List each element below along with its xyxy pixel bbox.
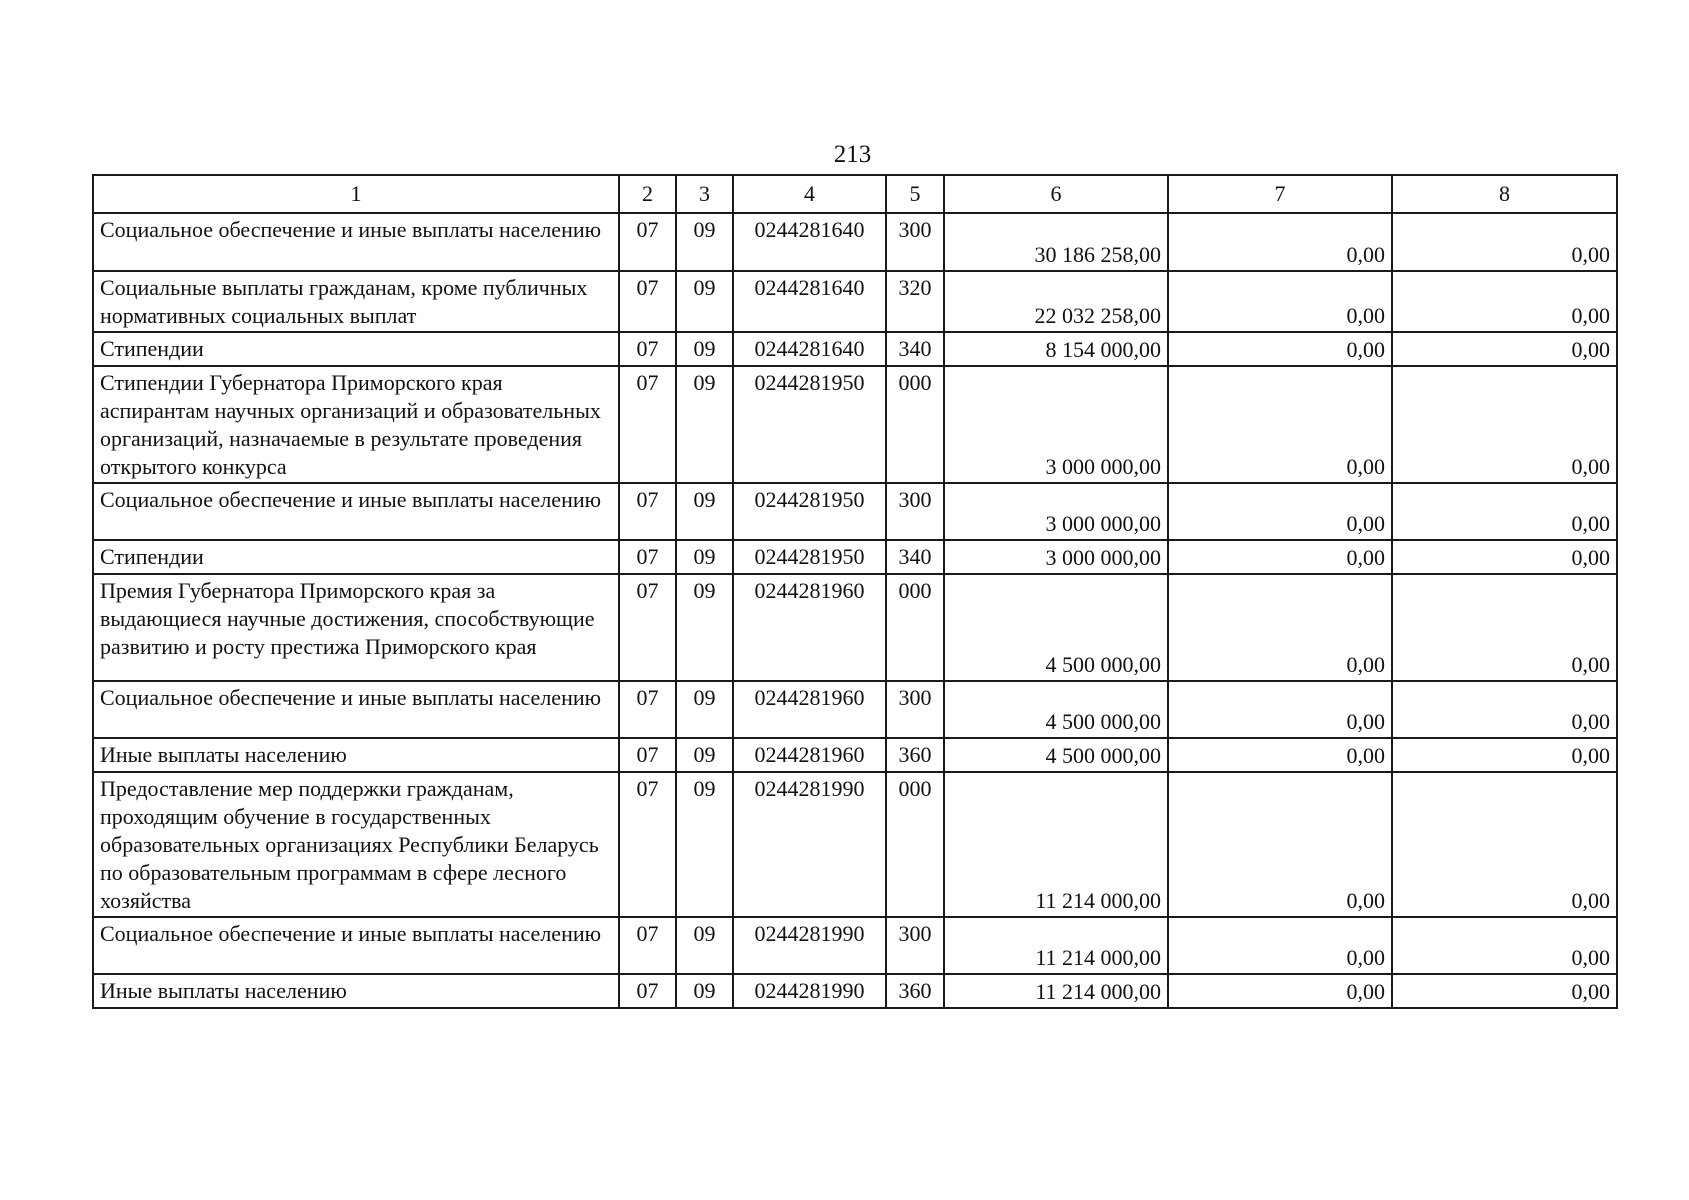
row-name-cell: Иные выплаты населению [93,974,619,1008]
row-amount-col8-cell: 0,00 [1392,738,1617,772]
row-amount-col7-cell: 0,00 [1168,332,1392,366]
column-header: 1 [93,175,619,213]
row-name-cell: Стипендии [93,332,619,366]
row-amount-col6-cell: 11 214 000,00 [944,772,1168,917]
column-header: 3 [676,175,733,213]
row-amount-col6-cell: 22 032 258,00 [944,271,1168,332]
row-expense-type-cell: 300 [886,483,944,540]
row-amount-col7-cell: 0,00 [1168,574,1392,681]
row-amount-col7-cell: 0,00 [1168,366,1392,483]
table-row [93,772,1617,917]
row-amount-col7-cell: 0,00 [1168,483,1392,540]
row-name-cell: Предоставление мер поддержки гражданам, проходящим обучение в государственных образовательных организациях Республики Беларусь по образовательным программам в сфере лесного хозяйства [93,772,619,917]
row-expense-type-cell: 340 [886,540,944,574]
row-section-cell: 07 [619,271,676,332]
row-subsection-cell: 09 [676,917,733,974]
row-target-article-cell: 0244281960 [733,574,886,681]
row-subsection-cell: 09 [676,271,733,332]
row-target-article-cell: 0244281960 [733,681,886,738]
row-amount-col8-cell: 0,00 [1392,681,1617,738]
row-amount-col7-cell: 0,00 [1168,213,1392,271]
table-row [93,917,1617,974]
row-amount-col6-cell: 3 000 000,00 [944,366,1168,483]
row-amount-col7-cell: 0,00 [1168,772,1392,917]
column-header: 6 [944,175,1168,213]
row-section-cell: 07 [619,574,676,681]
header-row [93,175,1617,213]
row-target-article-cell: 0244281990 [733,917,886,974]
row-section-cell: 07 [619,332,676,366]
row-subsection-cell: 09 [676,574,733,681]
row-amount-col8-cell: 0,00 [1392,366,1617,483]
row-amount-col7-cell: 0,00 [1168,738,1392,772]
row-section-cell: 07 [619,974,676,1008]
row-amount-col6-cell: 11 214 000,00 [944,974,1168,1008]
row-amount-col8-cell: 0,00 [1392,271,1617,332]
column-header: 5 [886,175,944,213]
row-amount-col6-cell: 3 000 000,00 [944,483,1168,540]
row-expense-type-cell: 360 [886,738,944,772]
row-subsection-cell: 09 [676,213,733,271]
row-expense-type-cell: 300 [886,213,944,271]
row-section-cell: 07 [619,772,676,917]
row-amount-col6-cell: 4 500 000,00 [944,738,1168,772]
row-expense-type-cell: 300 [886,681,944,738]
row-name-cell: Премия Губернатора Приморского края за выдающиеся научные достижения, способствующие развитию и росту престижа Приморского края [93,574,619,681]
row-name-cell: Социальные выплаты гражданам, кроме публичных нормативных социальных выплат [93,271,619,332]
row-subsection-cell: 09 [676,772,733,917]
row-target-article-cell: 0244281990 [733,772,886,917]
row-subsection-cell: 09 [676,483,733,540]
row-section-cell: 07 [619,366,676,483]
table-row [93,483,1617,540]
row-expense-type-cell: 320 [886,271,944,332]
row-amount-col6-cell: 30 186 258,00 [944,213,1168,271]
row-amount-col8-cell: 0,00 [1392,213,1617,271]
row-section-cell: 07 [619,681,676,738]
row-target-article-cell: 0244281640 [733,271,886,332]
row-amount-col7-cell: 0,00 [1168,540,1392,574]
row-target-article-cell: 0244281640 [733,332,886,366]
row-name-cell: Стипендии Губернатора Приморского края аспирантам научных организаций и образовательных организаций, назначаемые в результате проведения открытого конкурса [93,366,619,483]
row-name-cell: Социальное обеспечение и иные выплаты населению [93,213,619,271]
row-expense-type-cell: 360 [886,974,944,1008]
row-section-cell: 07 [619,917,676,974]
row-section-cell: 07 [619,540,676,574]
table-row [93,540,1617,574]
column-header: 4 [733,175,886,213]
row-target-article-cell: 0244281640 [733,213,886,271]
row-subsection-cell: 09 [676,540,733,574]
row-amount-col8-cell: 0,00 [1392,917,1617,974]
table-row [93,574,1617,681]
row-expense-type-cell: 000 [886,574,944,681]
row-name-cell: Иные выплаты населению [93,738,619,772]
row-amount-col8-cell: 0,00 [1392,772,1617,917]
row-target-article-cell: 0244281950 [733,483,886,540]
column-header: 2 [619,175,676,213]
row-amount-col7-cell: 0,00 [1168,974,1392,1008]
row-subsection-cell: 09 [676,974,733,1008]
row-amount-col7-cell: 0,00 [1168,681,1392,738]
row-amount-col8-cell: 0,00 [1392,332,1617,366]
row-amount-col8-cell: 0,00 [1392,540,1617,574]
row-target-article-cell: 0244281950 [733,366,886,483]
column-header: 8 [1392,175,1617,213]
table-row [93,974,1617,1008]
table-row [93,738,1617,772]
row-amount-col6-cell: 11 214 000,00 [944,917,1168,974]
page-number: 213 [833,141,872,168]
row-name-cell: Социальное обеспечение и иные выплаты населению [93,917,619,974]
row-subsection-cell: 09 [676,738,733,772]
row-section-cell: 07 [619,483,676,540]
row-name-cell: Стипендии [93,540,619,574]
row-subsection-cell: 09 [676,366,733,483]
row-expense-type-cell: 000 [886,772,944,917]
row-amount-col7-cell: 0,00 [1168,917,1392,974]
row-expense-type-cell: 340 [886,332,944,366]
row-subsection-cell: 09 [676,332,733,366]
table-body [93,213,1617,1008]
table-row [93,332,1617,366]
row-name-cell: Социальное обеспечение и иные выплаты населению [93,681,619,738]
row-amount-col6-cell: 4 500 000,00 [944,681,1168,738]
row-name-cell: Социальное обеспечение и иные выплаты населению [93,483,619,540]
row-amount-col6-cell: 4 500 000,00 [944,574,1168,681]
column-header: 7 [1168,175,1392,213]
table-row [93,681,1617,738]
row-amount-col8-cell: 0,00 [1392,974,1617,1008]
row-amount-col6-cell: 8 154 000,00 [944,332,1168,366]
row-section-cell: 07 [619,738,676,772]
row-amount-col7-cell: 0,00 [1168,271,1392,332]
table-row [93,271,1617,332]
row-amount-col8-cell: 0,00 [1392,574,1617,681]
row-section-cell: 07 [619,213,676,271]
row-expense-type-cell: 000 [886,366,944,483]
row-expense-type-cell: 300 [886,917,944,974]
table-row [93,366,1617,483]
row-target-article-cell: 0244281960 [733,738,886,772]
row-subsection-cell: 09 [676,681,733,738]
row-amount-col6-cell: 3 000 000,00 [944,540,1168,574]
table-row [93,213,1617,271]
row-target-article-cell: 0244281990 [733,974,886,1008]
budget-table [92,174,1618,1009]
row-target-article-cell: 0244281950 [733,540,886,574]
row-amount-col8-cell: 0,00 [1392,483,1617,540]
